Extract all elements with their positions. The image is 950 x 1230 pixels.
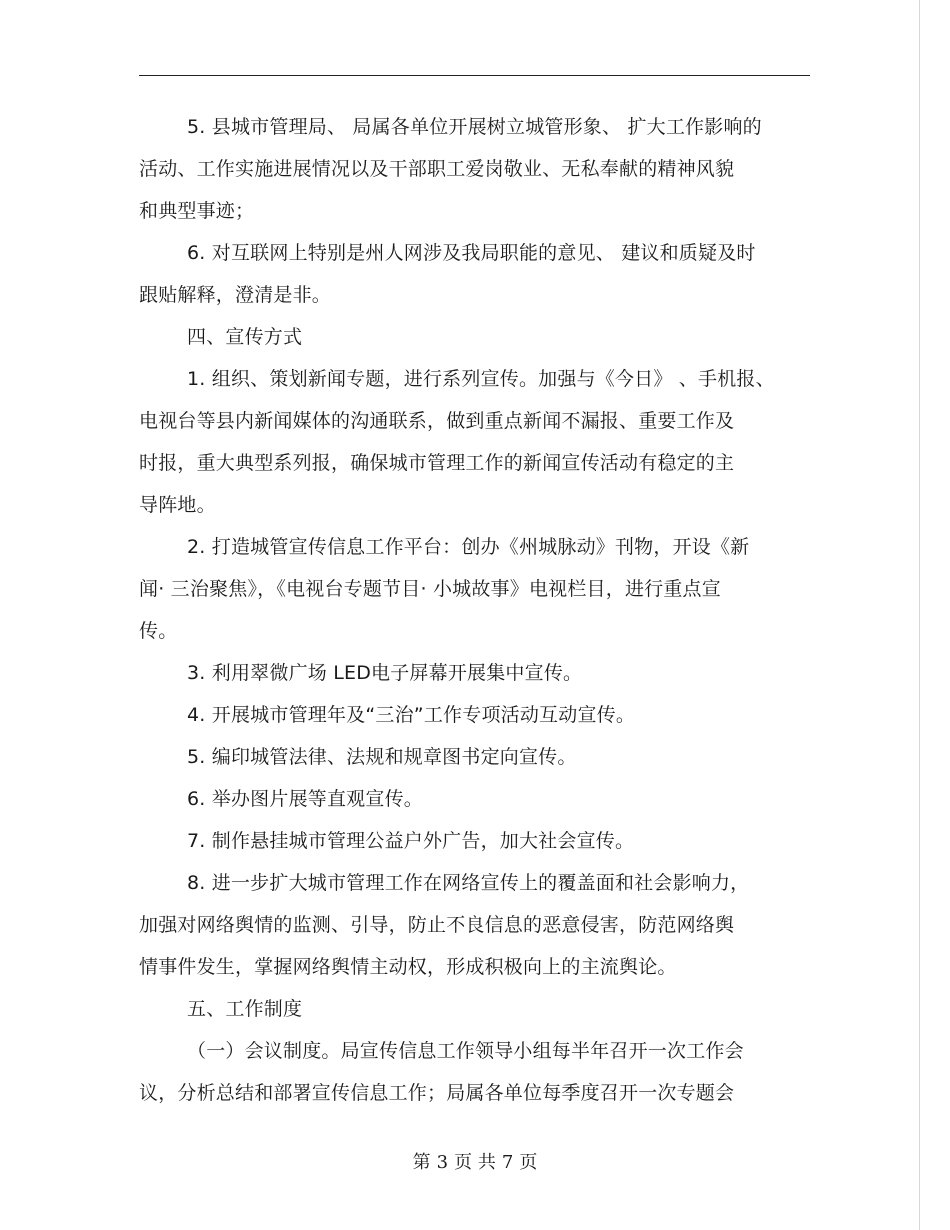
page-edge-divider <box>919 0 920 1230</box>
text-line: 5. 县城市管理局、 局属各单位开展树立城管形象、 扩大工作影响的 <box>187 116 762 138</box>
text-line: 加强对网络舆情的监测、引导，防止不良信息的恶意侵害，防范网络舆 <box>139 914 735 936</box>
text-line: 情事件发生，掌握网络舆情主动权，形成积极向上的主流舆论。 <box>139 956 677 978</box>
text-line: 电视台等县内新闻媒体的沟通联系，做到重点新闻不漏报、重要工作及 <box>139 410 735 432</box>
text-line: （一）会议制度。局宣传信息工作领导小组每半年召开一次工作会 <box>187 1040 744 1062</box>
text-line: 闻· 三治聚焦》，《电视台专题节目· 小城故事》电视栏目，进行重点宣 <box>139 578 721 600</box>
text-line: 议，分析总结和部署宣传信息工作；局属各单位每季度召开一次专题会 <box>139 1082 735 1104</box>
text-line: 6. 对互联网上特别是州人网涉及我局职能的意见、 建议和质疑及时 <box>187 242 756 264</box>
document-body <box>139 106 810 1114</box>
section-heading: 五、工作制度 <box>187 998 303 1020</box>
text-line: 6. 举办图片展等直观宣传。 <box>187 788 423 810</box>
text-line: 跟贴解释，澄清是非。 <box>139 284 332 306</box>
text-line: 和典型事迹； <box>139 200 255 222</box>
page-footer <box>0 1150 950 1176</box>
text-line: 导阵地。 <box>139 494 216 516</box>
text-line: 5. 编印城管法律、法规和规章图书定向宣传。 <box>187 746 577 768</box>
text-line: 8. 进一步扩大城市管理工作在网络宣传上的覆盖面和社会影响力， <box>187 872 750 894</box>
text-line: 4. 开展城市管理年及“三治”工作专项活动互动宣传。 <box>187 704 636 726</box>
footer-page-number: 3 <box>436 1152 449 1173</box>
footer-mid: 页 共 <box>454 1152 496 1173</box>
header-rule <box>139 75 810 76</box>
footer-prefix: 第 <box>412 1152 431 1173</box>
section-heading: 四、宣传方式 <box>187 326 303 348</box>
text-line: 活动、工作实施进展情况以及干部职工爱岗敬业、无私奉献的精神风貌 <box>139 158 735 180</box>
text-line: 2. 打造城管宣传信息工作平台：创办《州城脉动》刊物，开设《新 <box>187 536 750 558</box>
text-line: 3. 利用翠微广场 LED电子屏幕开展集中宣传。 <box>187 662 583 684</box>
text-line: 7. 制作悬挂城市管理公益户外广告，加大社会宣传。 <box>187 830 635 852</box>
footer-suffix: 页 <box>519 1152 538 1173</box>
text-line: 传。 <box>139 620 178 642</box>
footer-total-pages: 7 <box>501 1152 514 1173</box>
text-line: 1. 组织、策划新闻专题，进行系列宣传。加强与《今日》 、手机报、 <box>187 368 775 390</box>
text-line: 时报，重大典型系列报，确保城市管理工作的新闻宣传活动有稳定的主 <box>139 452 735 474</box>
